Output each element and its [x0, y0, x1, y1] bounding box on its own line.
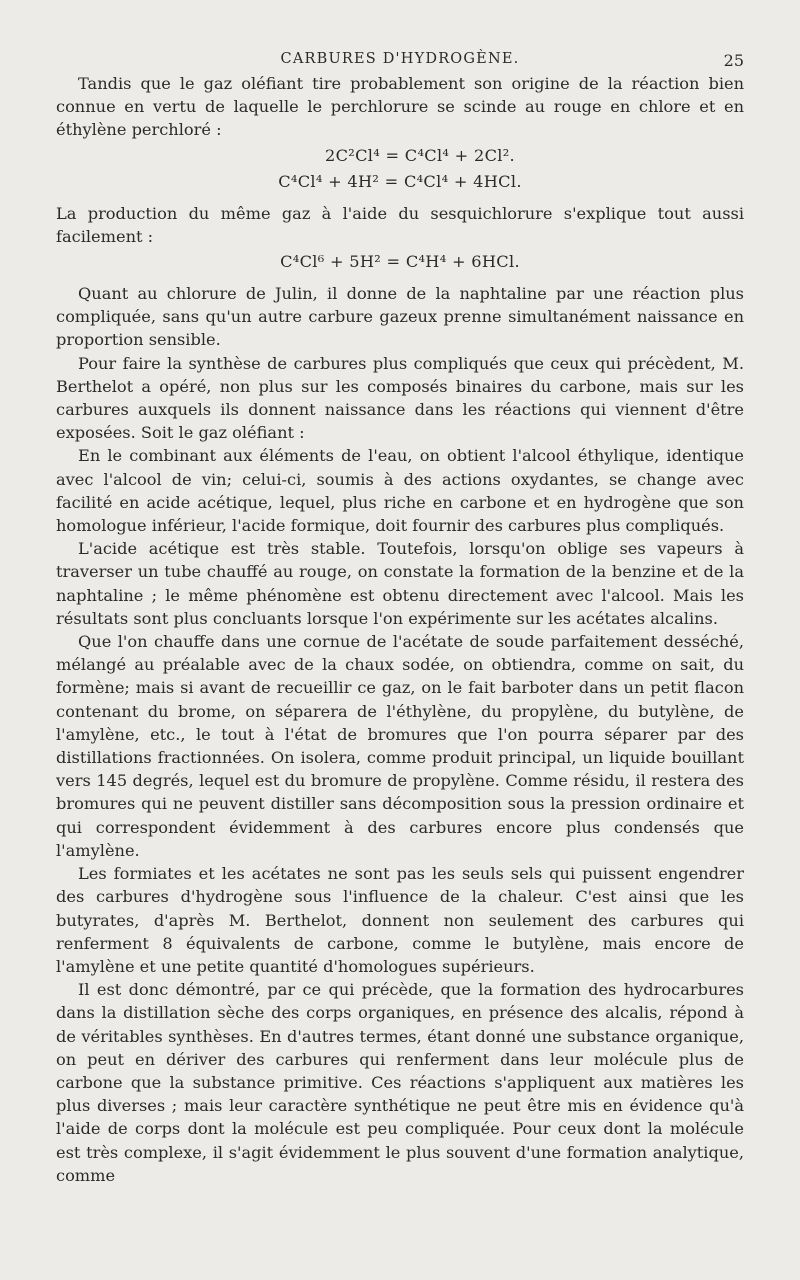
formula: C⁴Cl⁶ + 5H² = C⁴H⁴ + 6HCl. — [280, 252, 520, 272]
paragraph: L'acide acétique est très stable. Toutefois, lorsqu'on oblige ses vapeurs à traverser un tube chauffé au rouge, on constate la formation de la benzine et de la naphtaline ; le même phénomène est obtenu directement avec l'alcool. Mais les résultats sont plus concluants lorsque l'on expérimente sur les acétates alcalins. — [56, 539, 744, 628]
paragraph: Pour faire la synthèse de carbures plus compliqués que ceux qui précèdent, M. Berthelot a opéré, non plus sur les composés binaires du carbone, mais sur les carbures auxquels ils donnent naissance dans les réactions qui viennent d'être exposées. Soit le gaz oléfiant : — [56, 353, 744, 443]
paragraph: Les formiates et les acétates ne sont pas les seuls sels qui puissent engendrer des carbures d'hydrogène sous l'influence de la chaleur. C'est ainsi que les butyrates, d'après M. Berthelot, donnent non seulement des carbures qui renferment 8 équivalents de carbone, comme le butylène, mais encore de l'amylène et une petite quantité d'homologues supérieurs. — [56, 864, 744, 976]
paragraph: Il est donc démontré, par ce qui précède, que la formation des hydrocarbures dans la distillation sèche des corps organiques, en présence des alcalis, répond à de véritables synthèses. En d'autres termes, étant donné une substance organique, on peut en dériver des carbures qui renferment dans leur molécule plus de carbone que la substance primitive. Ces réactions s'appliquent aux matières les plus diverses ; mais leur caractère synthétique ne peut être mis en évidence qu'à l'aide de corps dont la molécule est peu compliquée. Pour ceux dont la molécule est très complexe, il s'agit évidemment le plus souvent d'une formation analytique, comme — [56, 980, 744, 1185]
paragraph: La production du même gaz à l'aide du sesquichlorure s'explique tout aussi facilement : — [56, 203, 744, 246]
running-head — [56, 46, 744, 72]
running-title: CARBURES D'HYDROGÈNE. — [280, 51, 520, 67]
formula: 2C²Cl⁴ = C⁴Cl⁴ + 2Cl². — [325, 145, 515, 165]
paragraph: Tandis que le gaz oléfiant tire probablement son origine de la réaction bien connue en vertu de laquelle le perchlorure se scinde au rouge en chlore et en éthylène perchloré : — [56, 74, 744, 140]
formula: C⁴Cl⁴ + 4H² = C⁴Cl⁴ + 4HCl. — [278, 171, 522, 191]
paragraph: Quant au chlorure de Julin, il donne de la naphtaline par une réaction plus compliquée, sans qu'un autre carbure gazeux prenne simultanément naissance en proportion sensible. — [56, 284, 744, 350]
paragraph: Que l'on chauffe dans une cornue de l'acétate de soude parfaitement desséché, mélangé au préalable avec de la chaux sodée, on obtiendra, comme on sait, du formène; mais si avant de recueillir ce gaz, on le fait barboter dans un petit flacon contenant du brome, on séparera de l'éthylène, du propylène, du butylène, de l'amylène, etc., le tout à l'état de bromures que l'on pourra séparer par des distillations fractionnées. On isolera, comme produit principal, un liquide bouillant vers 145 degrés, lequel est du bromure de propylène. Comme résidu, il restera des bromures qui ne peuvent distiller sans décomposition sous la pression ordinaire et qui correspondent évidemment à des carbures encore plus condensés que l'amylène. — [56, 632, 744, 860]
page-number: 25 — [723, 51, 744, 70]
paragraph: En le combinant aux éléments de l'eau, on obtient l'alcool éthylique, identique avec l'alcool de vin; celui-ci, soumis à des actions oxydantes, se change avec facilité en acide acétique, lequel, plus riche en carbone et en hydrogène que son homologue inférieur, l'acide formique, doit fournir des carbures plus compliqués. — [56, 446, 744, 536]
